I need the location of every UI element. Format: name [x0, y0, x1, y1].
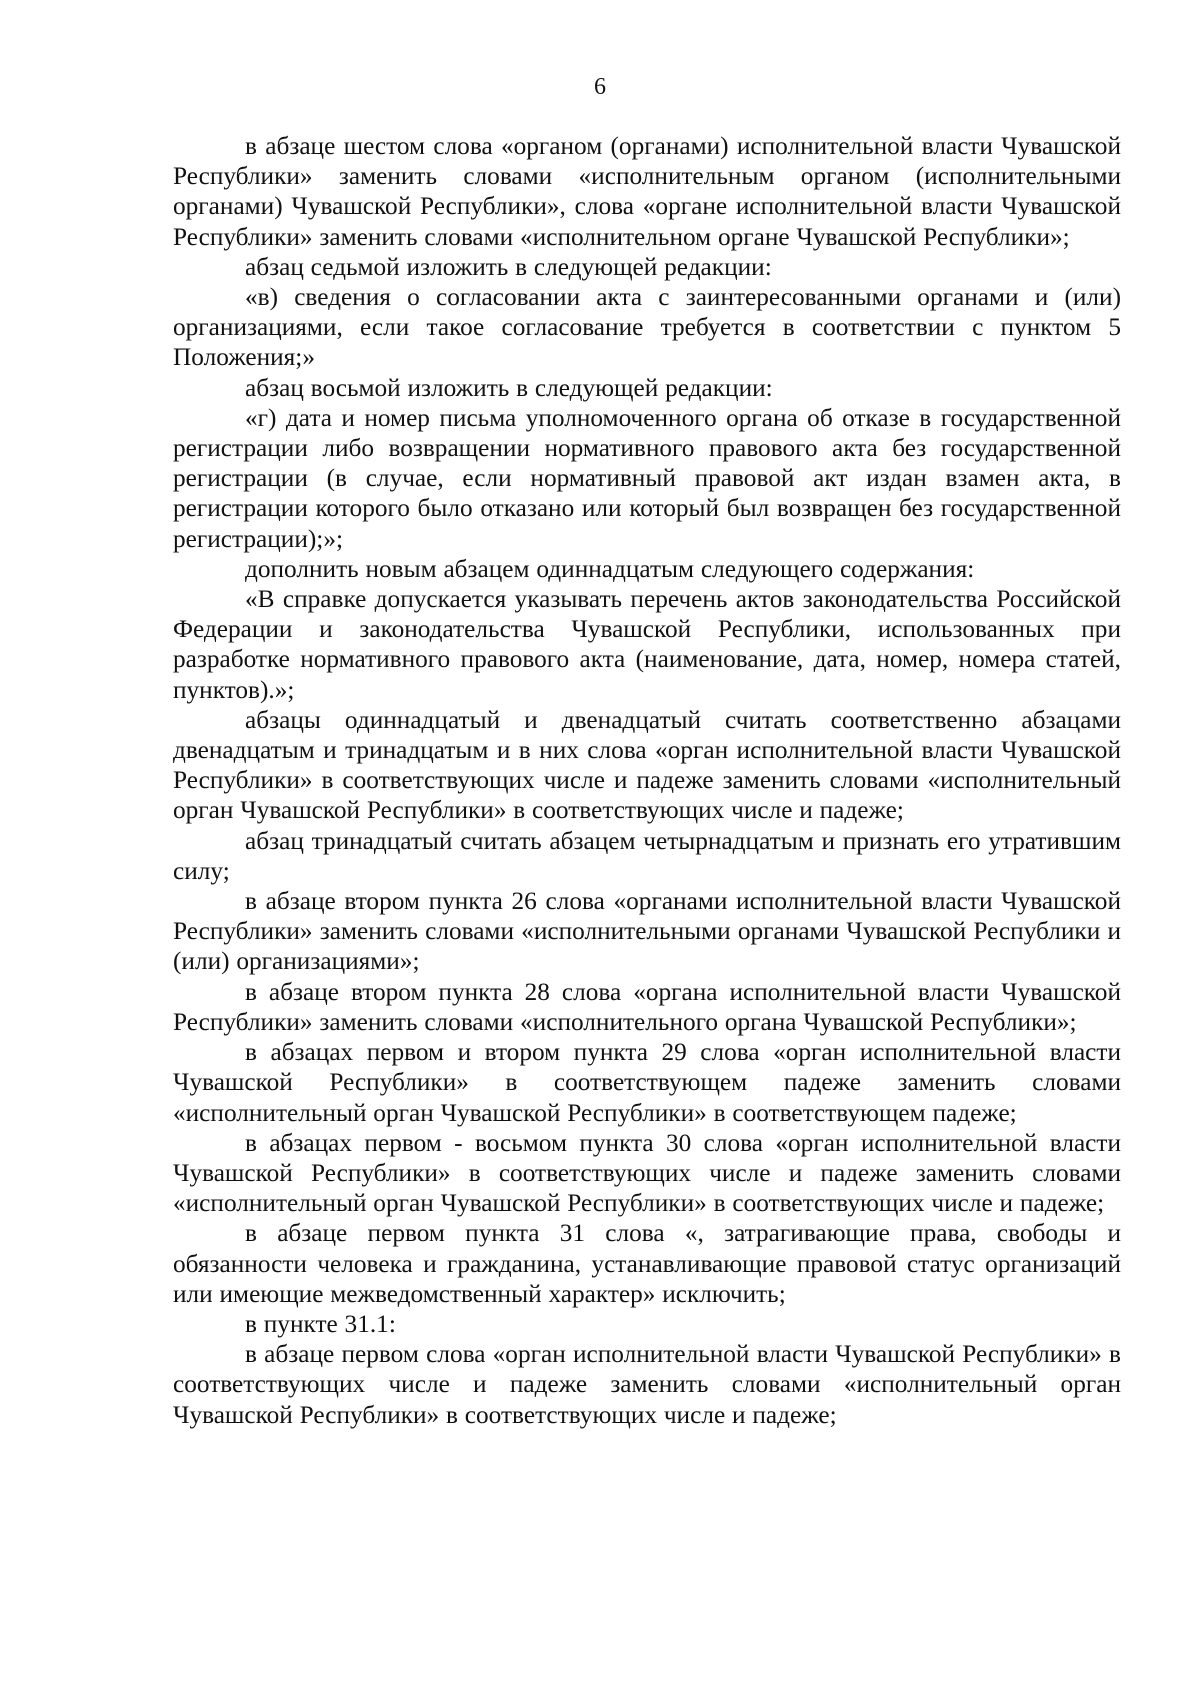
paragraph-5: «г) дата и номер письма уполномоченного органа об отказе в государственной регистрации либо возвращении нормативного правового акта без государственной регистрации (в случае, если нормативный правовой акт издан взамен акта, в регистрации которого было отказано или который был возвращен без государственной регистрации);»; — [173, 403, 1121, 553]
paragraph-13: в абзацах первом - восьмом пункта 30 слова «орган исполнительной власти Чувашской Республики» в соответствующих числе и падеже заменить словами «исполнительный орган Чувашской Республики» в соответствующих числе и падеже; — [173, 1128, 1121, 1218]
paragraph-16: в абзаце первом слова «орган исполнительной власти Чувашской Республики» в соответствующих числе и падеже заменить словами «исполнительный орган Чувашской Республики» в соответствующих числе и падеже; — [173, 1340, 1121, 1429]
document-body — [173, 131, 1121, 1430]
paragraph-6: дополнить новым абзацем одиннадцатым следующего содержания: — [245, 554, 975, 583]
paragraph-12: в абзацах первом и втором пункта 29 слова «орган исполнительной власти Чувашской Республики» в соответствующем падеже заменить словами «исполнительный орган Чувашской Республики» в соответствующем падеже; — [173, 1038, 1121, 1127]
paragraph-8: абзацы одиннадцатый и двенадцатый считать соответственно абзацами двенадцатым и тринадцатым и в них слова «орган исполнительной власти Чувашской Республики» в соответствующих числе и падеже заменить словами «исполнительный орган Чувашской Республики» в соответствующих числе и падеже; — [173, 705, 1121, 825]
paragraph-11: в абзаце втором пункта 28 слова «органа исполнительной власти Чувашской Республики» заменить словами «исполнительного органа Чувашской Республики»; — [173, 977, 1121, 1036]
paragraph-4: абзац восьмой изложить в следующей редакции: — [245, 373, 773, 402]
paragraph-14: в абзаце первом пункта 31 слова «, затрагивающие права, свободы и обязанности человека и гражданина, устанавливающие правовой статус организаций или имеющие межведомственный характер» исключить; — [173, 1219, 1121, 1308]
paragraph-3: «в) сведения о согласовании акта с заинтересованными органами и (или) организациями, если такое согласование требуется в соответствии с пунктом 5 Положения;» — [173, 283, 1121, 372]
paragraph-9: абзац тринадцатый считать абзацем четырнадцатым и признать его утратившим силу; — [173, 826, 1121, 885]
paragraph-10: в абзаце втором пункта 26 слова «органами исполнительной власти Чувашской Республики» заменить словами «исполнительными органами Чувашской Республики и (или) организациями»; — [173, 887, 1121, 976]
paragraph-7: «В справке допускается указывать перечень актов законодательства Российской Федерации и законодательства Чувашской Республики, использованных при разработке нормативного правового акта (наименование, дата, номер, номера статей, пунктов).»; — [173, 585, 1121, 704]
paragraph-2: абзац седьмой изложить в следующей редакции: — [245, 252, 772, 281]
paragraph-1: в абзаце шестом слова «органом (органами) исполнительной власти Чувашской Республики» заменить словами «исполнительным органом (исполнительными органами) Чувашской Республики», слова «органе исполнительной власти Чувашской Республики» заменить словами «исполнительном органе Чувашской Республики»; — [173, 132, 1121, 251]
paragraph-15: в пункте 31.1: — [245, 1309, 396, 1338]
page-number: 6 — [594, 74, 606, 100]
